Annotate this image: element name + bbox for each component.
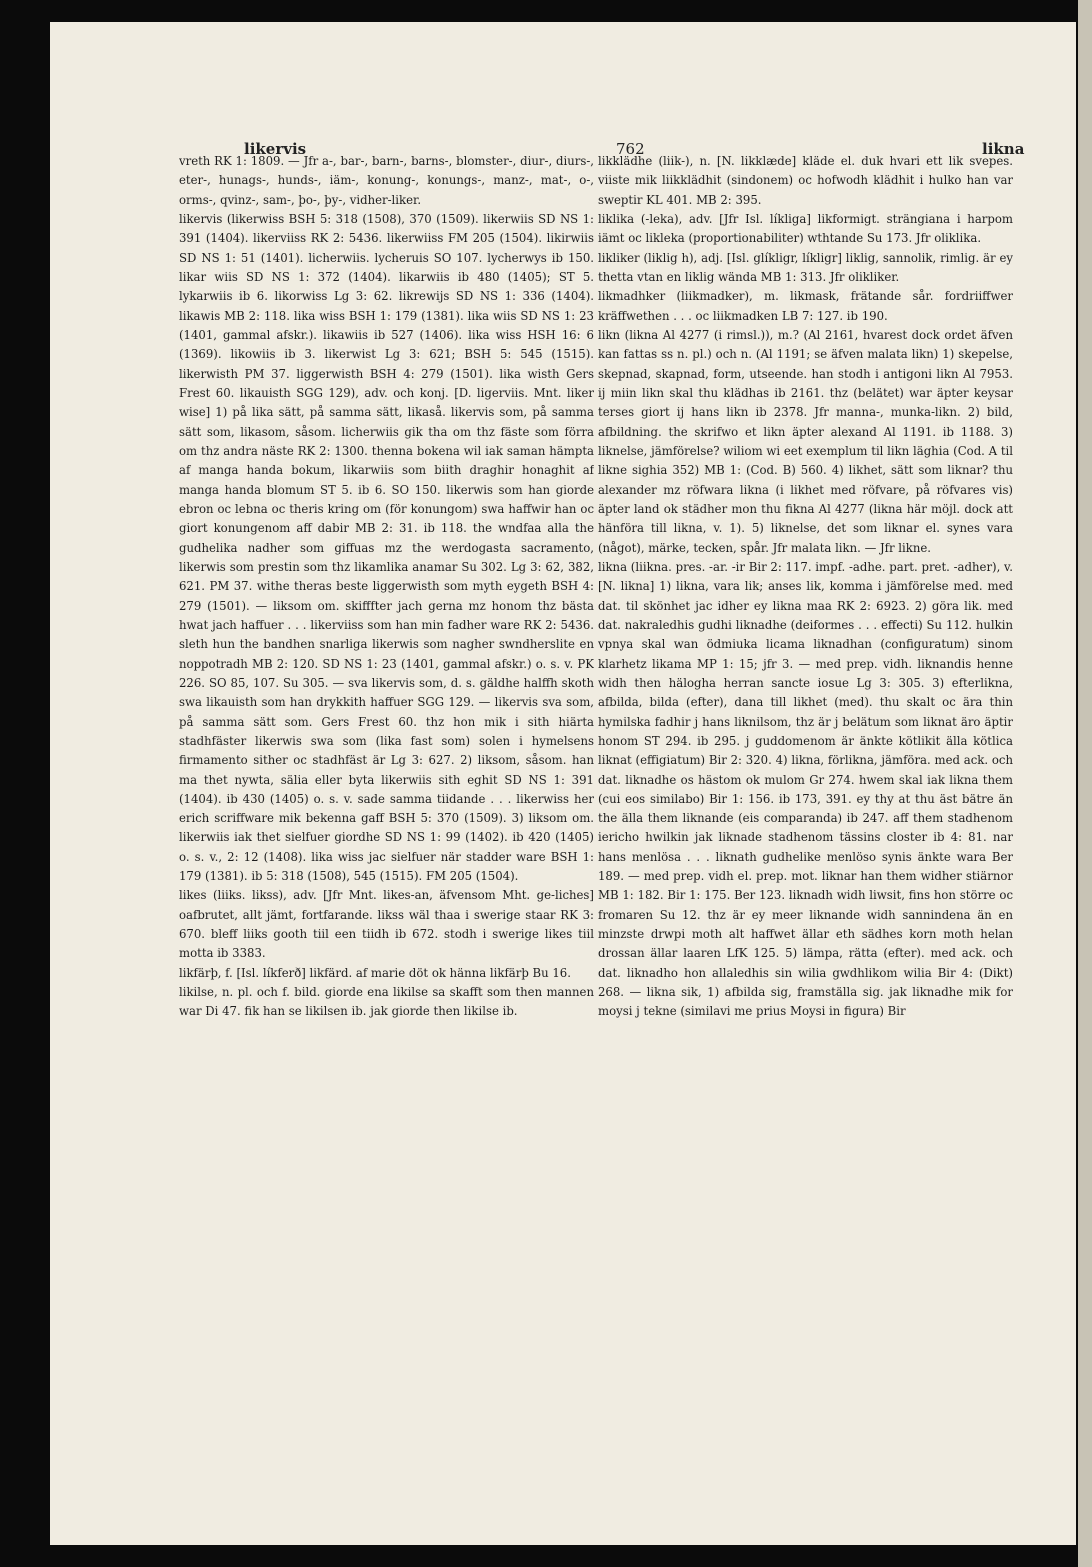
entry-liklika: liklika (-leka), adv. [Jfr Isl. líkliga] likformigt. strängiana i harpom iämt oc likleka (proportionabiliter) wthtande Su 173. Jfr oliklika. <box>598 211 1013 246</box>
entry-likn: likn (likna Al 4277 (i rimsl.)), m.? (Al 2161, hvarest dock ordet äfven kan fattas ss n. pl.) och n. (Al 1191; se äfven malata likn) 1) skepelse, skepnad, skapnad, form, utseende. han stodh i antigoni likn Al 7953. ij miin likn skal thu klädhas ib 2161. thz (belätet) war äpter keysar terses giort ij hans likn ib 2378. Jfr manna-, munka-likn. 2) bild, afbildning. the skrifwo et likn äpter alexand Al 1191. ib 1188. 3) liknelse, jämförelse? wiliom wi eet exemplum til likn läghia (Cod. A til likne sighia 352) MB 1: (Cod. B) 560. 4) likhet, sätt som liknar? thu alexander mz röfwara likna (i likhet med röfvare, på röfvares vis) äpter land ok städher mon thu fikna Al 4277 (likna här möjl. dock att hänföra till likna, v. 1). 5) liknelse, det som liknar el. synes vara (något), märke, tecken, spår. Jfr malata likn. — Jfr likne. <box>598 327 1013 555</box>
header-left-word: likervis <box>244 140 307 158</box>
entry-likervis: likervis (likerwiss BSH 5: 318 (1508), 370 (1509). likerwiis SD NS 1: 391 (1404). likerviiss RK 2: 5436. likerwiiss FM 205 (1504). likirwiis SD NS 1: 51 (1401). licherwiis. lycheruis SO 107. lycherwys ib 150. likar wiis SD NS 1: 372 (1404). likarwiis ib 480 (1405); ST 5. lykarwiis ib 6. likorwiss Lg 3: 62. likrewijs SD NS 1: 336 (1404). likawis MB 2: 118. lika wiss BSH 1: 179 (1381). lika wiis SD NS 1: 23 (1401, gammal afskr.). likawiis ib 527 (1406). lika wiss HSH 16: 6 (1369). likowiis ib 3. likerwist Lg 3: 621; BSH 5: 545 (1515). likerwisth PM 37. liggerwisth BSH 4: 279 (1501). lika wisth Gers Frest 60. likauisth SGG 129), adv. och konj. [D. ligerviis. Mnt. liker wise] 1) på lika sätt, på samma sätt, likaså. likervis som, på samma sätt som, likasom, såsom. licherwiis gik tha om thz fäste som förra om thz andra näste RK 2: 1300. thenna bokena wil iak saman hämpta af manga handa bokum, likarwiis som biith draghir honaghit af manga handa blomum ST 5. ib 6. SO 150. likerwis som han giorde ebron oc lebna oc theris kring om (för konungom) swa haffwir han oc giort konungenom aff dabir MB 2: 31. ib 118. the wndfaa alla the gudhelika nadher som giffuas mz the werdogasta sacramento, likerwis som prestin som thz likamlika anamar Su 302. Lg 3: 62, 382, 621. PM 37. withe theras beste liggerwisth som myth eygeth BSH 4: 279 (1501). — liksom om. skifffter jach gerna mz honom thz bästa hwat jach haffuer . . . likerviiss som han min fadher ware RK 2: 5436. sleth hun the bandhen snarliga likerwis som nagher swndherslite en noppotradh MB 2: 120. SD NS 1: 23 (1401, gammal afskr.) o. s. v. PK 226. SO 85, 107. Su 305. — sva likervis som, d. s. gäldhe halffh skoth swa likauisth som han drykkith haffuer SGG 129. — likervis sva som, på samma sätt som. Gers Frest 60. thz hon mik i sith hiärta stadhfäster likerwis swa som (lika fast som) solen i hymelsens firmamento sither oc stadhfäst är Lg 3: 627. 2) liksom, såsom. han ma thet nywta, sälia eller byta likerwiis sith eghit SD NS 1: 391 (1404). ib 430 (1405) o. s. v. sade samma tiidande . . . likerwiss her erich scriffware mik bekenna gaff BSH 5: 370 (1509). 3) liksom om. likerwiis iak thet sielfuer giordhe SD NS 1: 99 (1402). ib 420 (1405) o. s. v., 2: 12 (1408). lika wiss jac sielfuer när stadder ware BSH 1: 179 (1381). ib 5: 318 (1508), 545 (1515). FM 205 (1504). <box>179 211 594 884</box>
page-edge <box>1078 0 1092 1567</box>
header-right-word: likna <box>982 140 1025 158</box>
entry-likkladhe: likklädhe (liik-), n. [N. likklæde] kläde el. duk hvari ett lik svepes. viiste mik liikklädhit (sindonem) oc hofwodh klädhit i hulko han var sweptir KL 401. MB 2: 395. <box>598 154 1013 207</box>
entry-likilse: likilse, n. pl. och f. bild. giorde ena likilse sa skafft som then mannen war Di 47. fik han se likilsen ib. jak giorde then likilse ib. <box>179 985 594 1019</box>
entry-likmadhker: likmadhker (liikmadker), m. likmask, frätande sår. fordriiffwer kräffwethen . . . oc liikmadken LB 7: 127. ib 190. <box>598 289 1013 323</box>
page-number: 762 <box>616 140 645 158</box>
entry-likliker: likliker (liklig h), adj. [Isl. glíkligr, líkligr] liklig, sannolik, rimlig. är ey thetta vtan en liklig wända MB 1: 313. Jfr olikliker. <box>598 250 1013 284</box>
left-column <box>179 152 594 1487</box>
entry-likervis-continuation: vreth RK 1: 1809. — Jfr a-, bar-, barn-, barns-, blomster-, diur-, diurs-, eter-, hunags-, hunds-, iäm-, konung-, konungs-, manz-, mat-, o-, orms-, qvinz-, sam-, þo-, þy-, vidher-liker. <box>179 154 594 207</box>
entry-likes: likes (liiks. likss), adv. [Jfr Mnt. likes-an, äfvensom Mht. ge-liches] oafbrutet, allt jämt, fortfarande. likss wäl thaa i swerige staar RK 3: 670. bleff liiks gooth tiil een tiidh ib 672. stodh i swerige likes tiil motta ib 3383. <box>179 888 594 961</box>
entry-likna: likna (liikna. pres. -ar. -ir Bir 2: 117. impf. -adhe. part. pret. -adher), v. [N. likna] 1) likna, vara lik; anses lik, komma i jämförelse med. med dat. til skönhet jac idher ey likna maa RK 2: 6923. 2) göra lik. med dat. nakraledhis gudhi liknadhe (deiformes . . . effecti) Su 112. hulkin vpnya skal wan ödmiuka licama liknadhan (configuratum) sinom klarhetz likama MP 1: 15; jfr 3. — med prep. vidh. liknandis henne widh then hälogha herran sancte iosue Lg 3: 305. 3) efterlikna, afbilda, bilda (efter), dana till likhet (med). thu skalt oc ära thin hymilska fadhir j hans liknilsom, thz är j belätum som liknat äro äptir honom ST 294. ib 295. j guddomenom är änkte kötlikit älla kötlica liknat (effigiatum) Bir 2: 320. 4) likna, förlikna, jämföra. med ack. och dat. liknadhe os hästom ok mulom Gr 274. hwem skal iak likna them (cui eos similabo) Bir 1: 156. ib 173, 391. ey thy at thu äst bätre än the älla them liknande (eis comparanda) ib 247. aff them stadhenom iericho hwilkin jak liknade stadhenom tässins closter ib 4: 81. nar hans menlösa . . . liknath gudhelike menlöso synis änkte wara Ber 189. — med prep. vidh el. prep. mot. liknar han them widher stiärnor MB 1: 182. Bir 1: 175. Ber 123. liknadh widh liwsit, fins hon större oc fromaren Su 12. thz är ey meer liknande widh sannindena än en minzste drwpi moth alt haffwet ällar eth sädhes korn moth helan drossan ällar laaren LfK 125. 5) lämpa, rätta (efter). med ack. och dat. liknadho hon allaledhis sin wilia gwdhlikom wilia Bir 4: (Dikt) 268. — likna sik, 1) afbilda sig, framställa sig. jak liknadhe mik for moysi j tekne (similavi me prius Moysi in figura) Bir <box>598 559 1013 1019</box>
entry-likfarth: likfärþ, f. [Isl. líkferð] likfärd. af marie döt ok hänna likfärþ Bu 16. <box>179 965 571 980</box>
right-column <box>598 152 1013 1487</box>
